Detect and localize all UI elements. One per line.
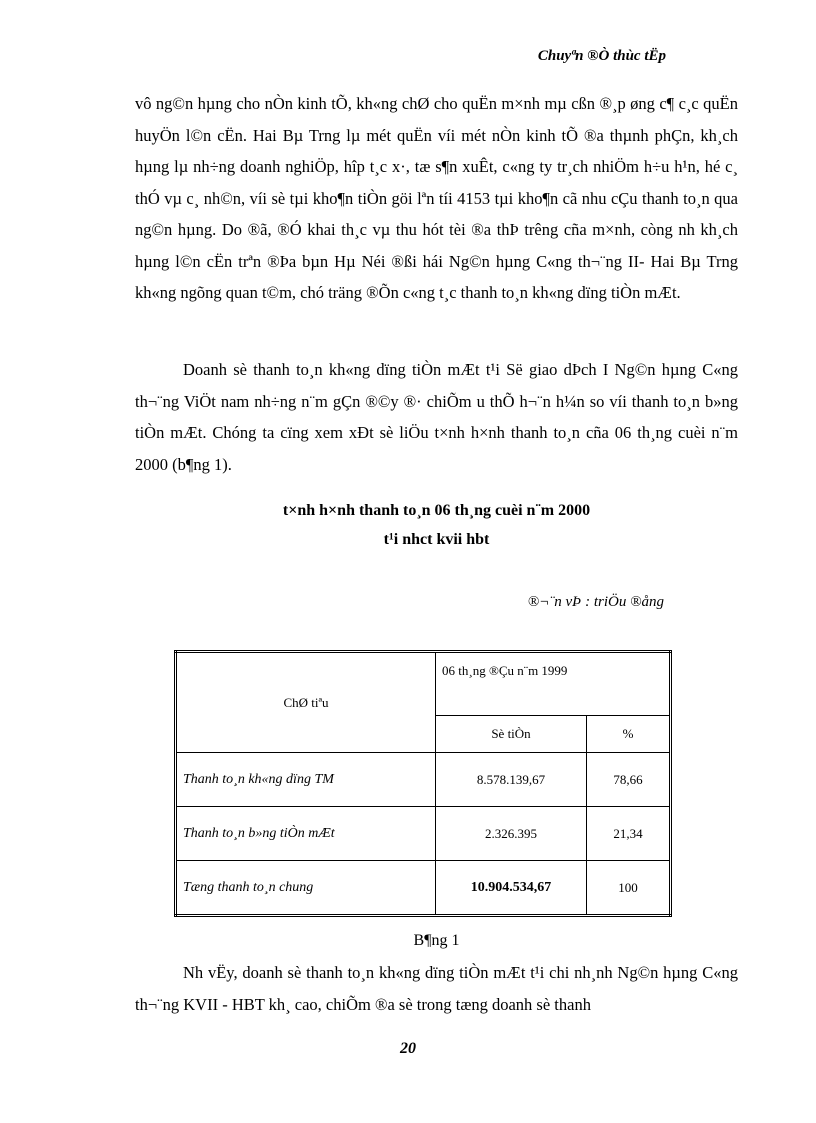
body-paragraph-1: vô ng©n hµng cho nÒn kinh tÕ, kh«ng chØ cho quËn m×nh mµ cßn ®¸p øng c¶ c¸c quËn huyÖn l©n cËn. Hai Bµ Trng lµ mét quËn víi mét nÒn kinh tÕ ®a thµnh phÇn, kh¸ch hµng lµ nh÷ng doanh nghiÖp, hîp t¸c x·, tæ s¶n xuÊt, c«ng ty tr¸ch nhiÖm h÷u h¹n, hé c¸ thÓ vµ c¸ nh©n, víi sè tµi kho¶n tiÒn göi lªn tíi 4153 tµi kho¶n cã nhu cÇu thanh to¸n qua ng©n hµng. Do ®ã, ®Ó khai th¸c vµ thu hót tèi ®a thÞ trêng cña m×nh, còng nh kh¸ch hµng l©n cËn trªn ®Þa bµn Hµ Néi ®ßi hái Ng©n hµng C«ng th¬¨ng II- Hai Bµ Trng kh«ng ngõng quan t©m, chó träng ®Õn c«ng t¸c thanh to¸n kh«ng dïng tiÒn mÆt. (135, 94, 738, 302)
payment-table (174, 650, 672, 917)
page-number: 20 (400, 1040, 416, 1057)
body-paragraph-2: Doanh sè thanh to¸n kh«ng dïng tiÒn mÆt t¹i Së giao dÞch I Ng©n hµng C«ng th¬¨ng ViÖt nam nh÷ng n¨m gÇn ®©y ®· chiÕm u thÕ h¬¨n h¼n so víi thanh to¸n b»ng tiÒn mÆt. Chóng ta cïng xem xÐt sè liÖu t×nh h×nh thanh to¸n cña 06 th¸ng cuèi n¨m 2000 (b¶ng 1). (135, 360, 738, 474)
row-label: Thanh to¸n b»ng tiÒn mÆt (176, 807, 436, 861)
row-amount: 2.326.395 (436, 807, 587, 861)
column-header-percent: % (587, 716, 671, 753)
column-header-amount: Sè tiÒn (436, 716, 587, 753)
row-amount: 10.904.534,67 (436, 861, 587, 916)
table-row (176, 807, 671, 861)
table-title-line-1: t×nh h×nh thanh to¸n 06 th¸ng cuèi n¨m 2000 (282, 502, 591, 519)
row-label: Thanh to¸n kh«ng dïng TM (176, 753, 436, 807)
running-header: Chuyªn ®Ò thùc tËp (537, 48, 666, 64)
row-percent: 78,66 (587, 753, 671, 807)
body-paragraph-3: Nh vËy, doanh sè thanh to¸n kh«ng dïng tiÒn mÆt t¹i chi nh¸nh Ng©n hµng C«ng th¬¨ng KVII - HBT kh¸ cao, chiÕm ®a sè trong tæng doanh sè thanh (135, 963, 738, 1014)
row-percent: 21,34 (587, 807, 671, 861)
table-row (176, 861, 671, 916)
table-title-line-2: t¹i nhct kvii hbt (383, 531, 490, 548)
row-amount: 8.578.139,67 (436, 753, 587, 807)
row-label: Tæng thanh to¸n chung (176, 861, 436, 916)
column-header-indicator: ChØ tiªu (176, 652, 436, 753)
table-caption: B¶ng 1 (413, 932, 460, 949)
unit-label: ®¬¨n vÞ : triÖu ®ång (527, 594, 664, 610)
column-header-period: 06 th¸ng ®Çu n¨m 1999 (436, 652, 671, 716)
table-row (176, 753, 671, 807)
row-percent: 100 (587, 861, 671, 916)
